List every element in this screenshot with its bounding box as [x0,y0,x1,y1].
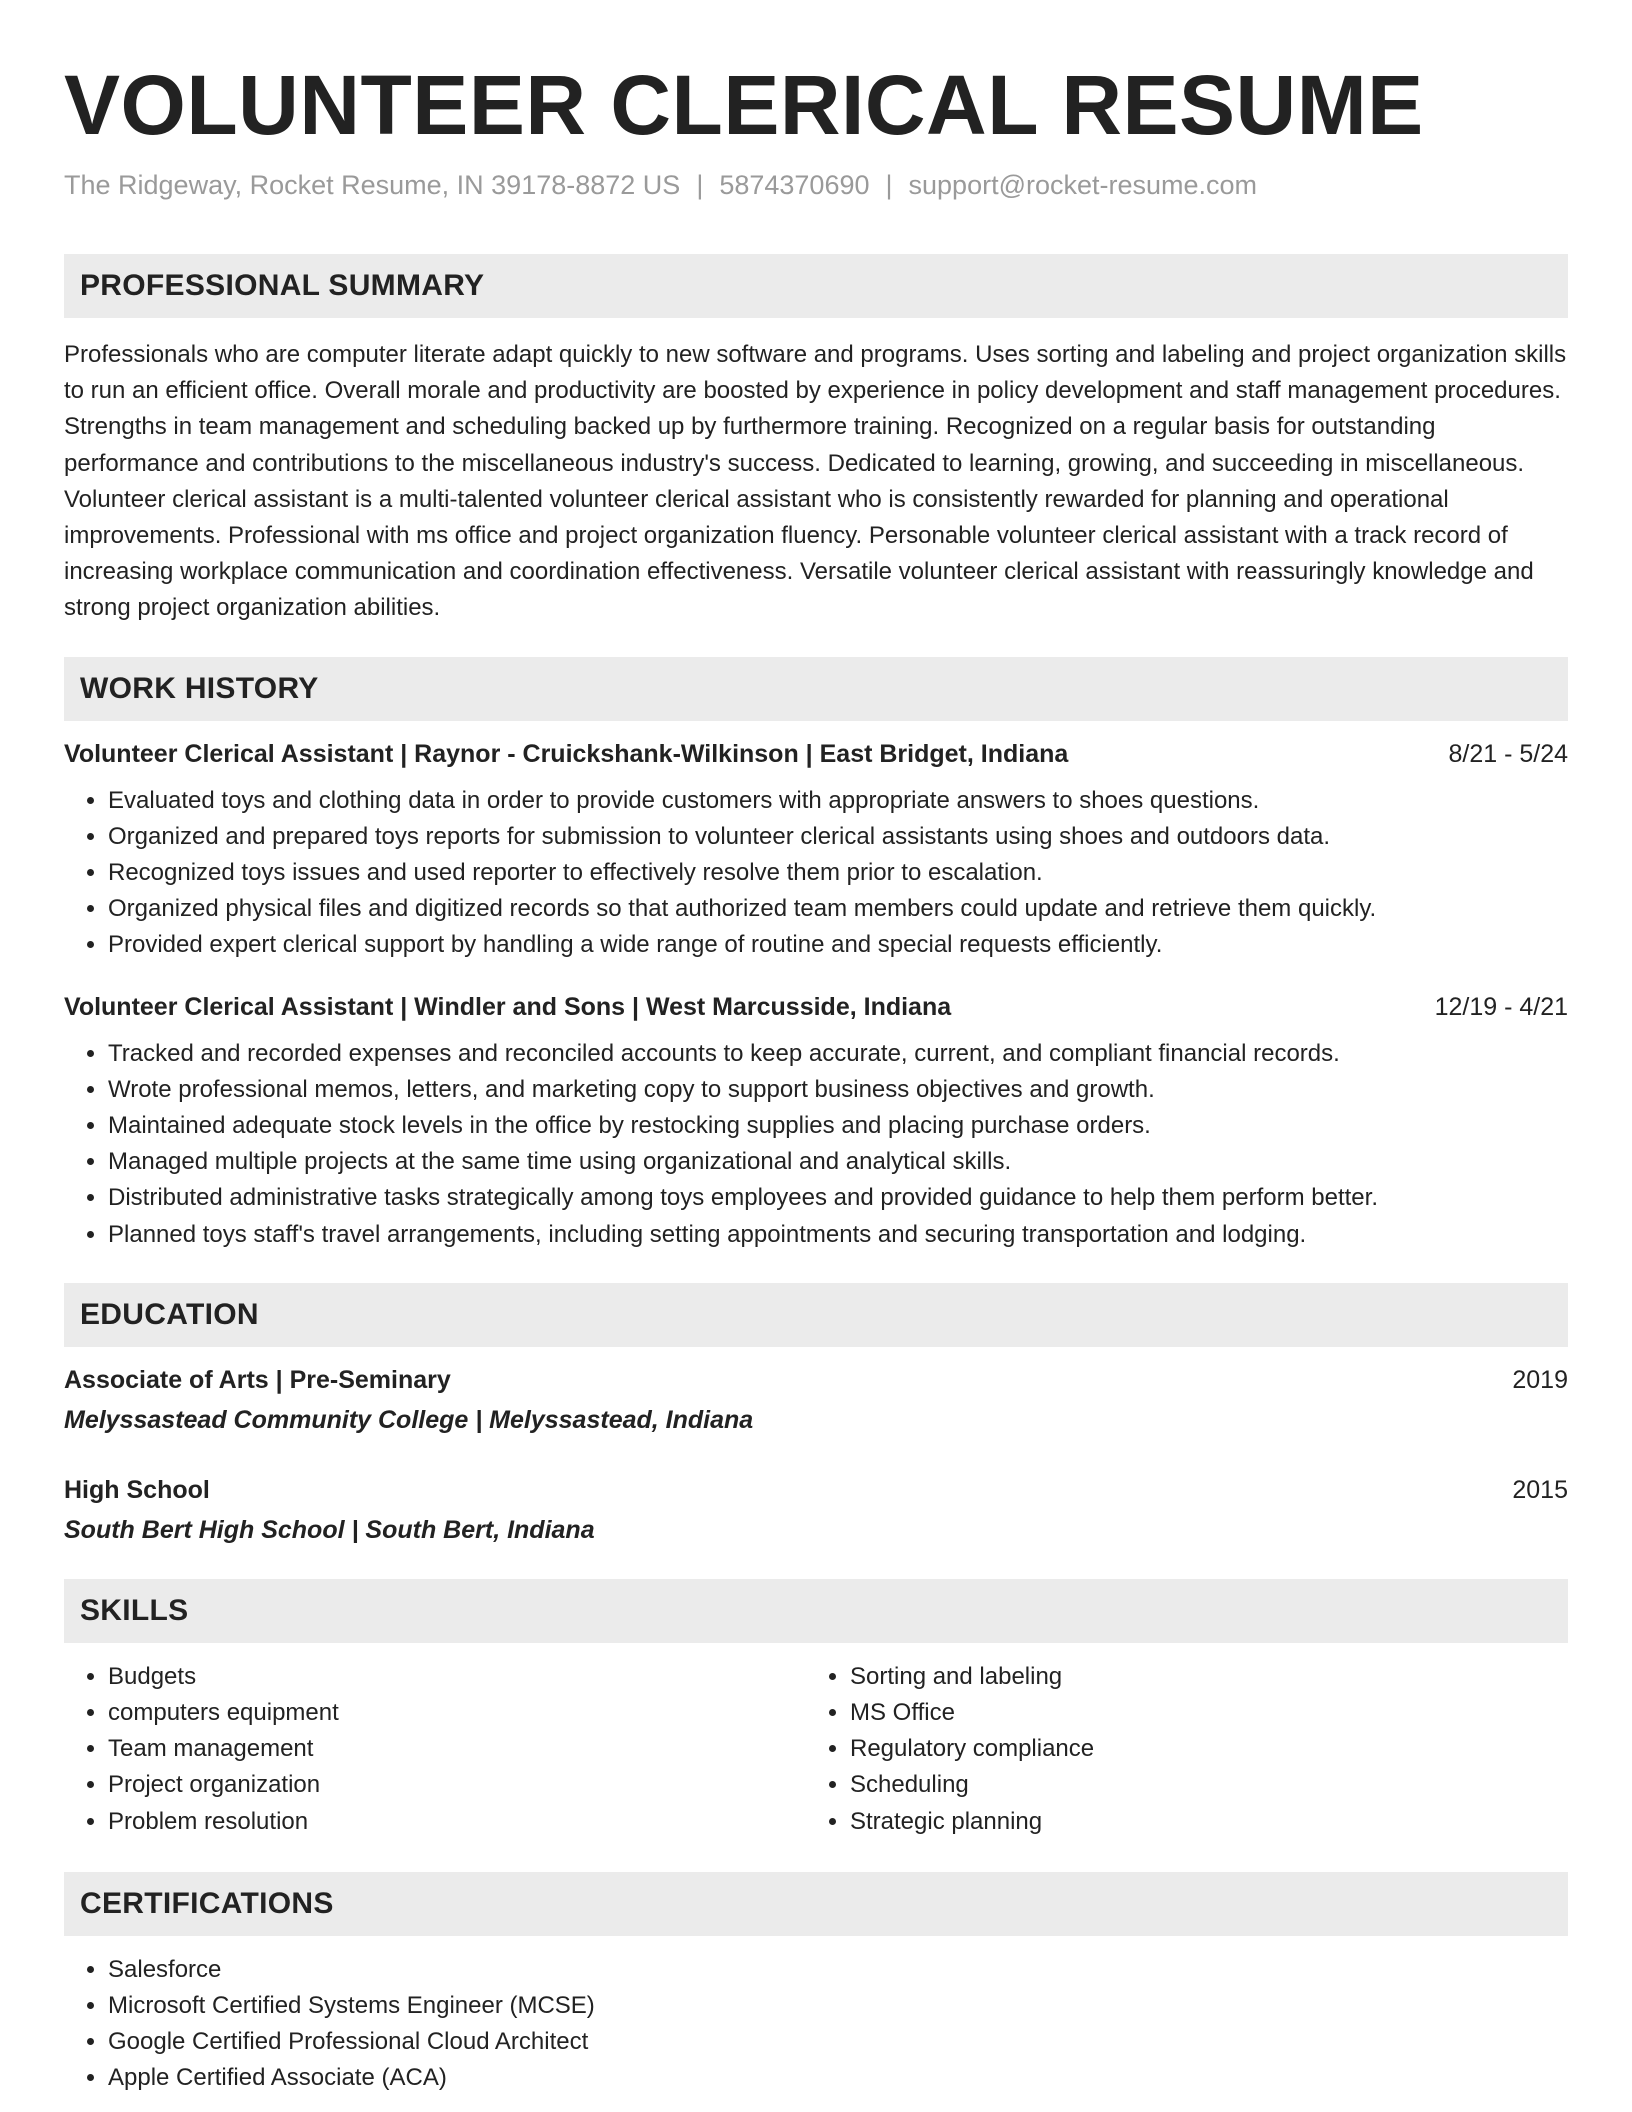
education-degree: High School [64,1475,210,1504]
section-title: EDUCATION [80,1297,259,1331]
skills-list [64,1659,806,1840]
section-title: SKILLS [80,1593,189,1627]
section-header-skills [64,1579,1568,1643]
education-header [64,1363,1568,1397]
education-degree: Associate of Arts | Pre-Seminary [64,1365,451,1394]
list-item: • Project organization [108,1767,806,1803]
job-title: Volunteer Clerical Assistant | Windler and Sons | West Marcusside, Indiana [64,992,952,1021]
section-title: WORK HISTORY [80,671,319,705]
resume-title: VOLUNTEER CLERICAL RESUME [64,58,1424,152]
section-header-summary [64,254,1568,318]
list-item: • Evaluated toys and clothing data in order to provide customers with appropriate answers to shoes questions. [108,783,1568,819]
job-dates: 12/19 - 4/21 [1434,992,1568,1021]
list-item: • Team management [108,1731,806,1767]
list-item: • Tracked and recorded expenses and reconciled accounts to keep accurate, current, and compliant financial records. [108,1036,1568,1072]
list-item: • Provided expert clerical support by handling a wide range of routine and special requests efficiently. [108,927,1568,963]
list-item: • Distributed administrative tasks strategically among toys employees and provided guidance to help them perform better. [108,1180,1568,1216]
skills-grid [64,1659,1568,1840]
job-bullets [64,783,1568,964]
list-item: • Maintained adequate stock levels in the office by restocking supplies and placing purchase orders. [108,1108,1568,1144]
section-header-certifications [64,1872,1568,1936]
certifications [64,1952,1568,2097]
skills-list [806,1659,1548,1840]
section-title: CERTIFICATIONS [80,1886,334,1920]
list-item: • Managed multiple projects at the same time using organizational and analytical skills. [108,1144,1568,1180]
section-title: PROFESSIONAL SUMMARY [80,269,485,302]
job-title: Volunteer Clerical Assistant | Raynor - Cruickshank-Wilkinson | East Bridget, Indiana [64,739,1069,768]
list-item: • Recognized toys issues and used reporter to effectively resolve them prior to escalation. [108,855,1568,891]
skills-column-left [64,1659,806,1840]
list-item: • Google Certified Professional Cloud Architect [108,2024,1568,2060]
list-item: • Microsoft Certified Systems Engineer (MCSE) [108,1988,1568,2024]
list-item: • computers equipment [108,1695,806,1731]
education-year: 2019 [1512,1365,1568,1394]
contact-address: The Ridgeway, Rocket Resume, IN 39178-8872 US [64,170,681,200]
list-item: • Apple Certified Associate (ACA) [108,2060,1568,2096]
contact-phone: 5874370690 [719,170,870,200]
education-header [64,1473,1568,1507]
contact-line [64,168,1568,202]
section-header-education [64,1283,1568,1347]
certifications-list [64,1952,1568,2097]
education-school: South Bert High School | South Bert, Indiana [64,1515,595,1544]
section-header-work-history [64,657,1568,721]
list-item: • Problem resolution [108,1804,806,1840]
list-item: • Regulatory compliance [850,1731,1548,1767]
job-header [64,737,1568,771]
skills-column-right [806,1659,1548,1840]
job-header [64,990,1568,1024]
list-item: • Salesforce [108,1952,1568,1988]
contact-separator: | [885,170,893,200]
list-item: • Wrote professional memos, letters, and marketing copy to support business objectives and growth. [108,1072,1568,1108]
list-item: • Scheduling [850,1767,1548,1803]
list-item: • Planned toys staff's travel arrangements, including setting appointments and securing transportation and lodging. [108,1217,1568,1253]
list-item: • Budgets [108,1659,806,1695]
list-item: • Organized and prepared toys reports for submission to volunteer clerical assistants using shoes and outdoors data. [108,819,1568,855]
list-item: • MS Office [850,1695,1548,1731]
list-item: • Strategic planning [850,1804,1548,1840]
job-bullets [64,1036,1568,1253]
list-item: • Organized physical files and digitized records so that authorized team members could update and retrieve them quickly. [108,891,1568,927]
list-item: • Sorting and labeling [850,1659,1548,1695]
education-school: Melyssastead Community College | Melyssastead, Indiana [64,1405,754,1434]
education-year: 2015 [1512,1475,1568,1504]
job-dates: 8/21 - 5/24 [1448,739,1568,768]
contact-separator: | [696,170,704,200]
summary-paragraph: Professionals who are computer literate adapt quickly to new software and programs. Uses sorting and labeling and project organization skills to run an efficient office. Overall morale and productivity are boosted by experience in policy development and staff management procedures. Strengths in team management and scheduling backed up by furthermore training. Recognized on a regular basis for outstanding performance and contributions to the miscellaneous industry's success. Dedicated to learning, growing, and succeeding in miscellaneous. Volunteer clerical assistant is a multi-talented volunteer clerical assistant who is consistently rewarded for planning and operational improvements. Professional with ms office and project organization fluency. Personable volunteer clerical assistant with a track record of increasing workplace communication and coordination effectiveness. Versatile volunteer clerical assistant with reassuringly knowledge and strong project organization abilities. [64,341,1567,622]
contact-email: support@rocket-resume.com [908,170,1258,200]
